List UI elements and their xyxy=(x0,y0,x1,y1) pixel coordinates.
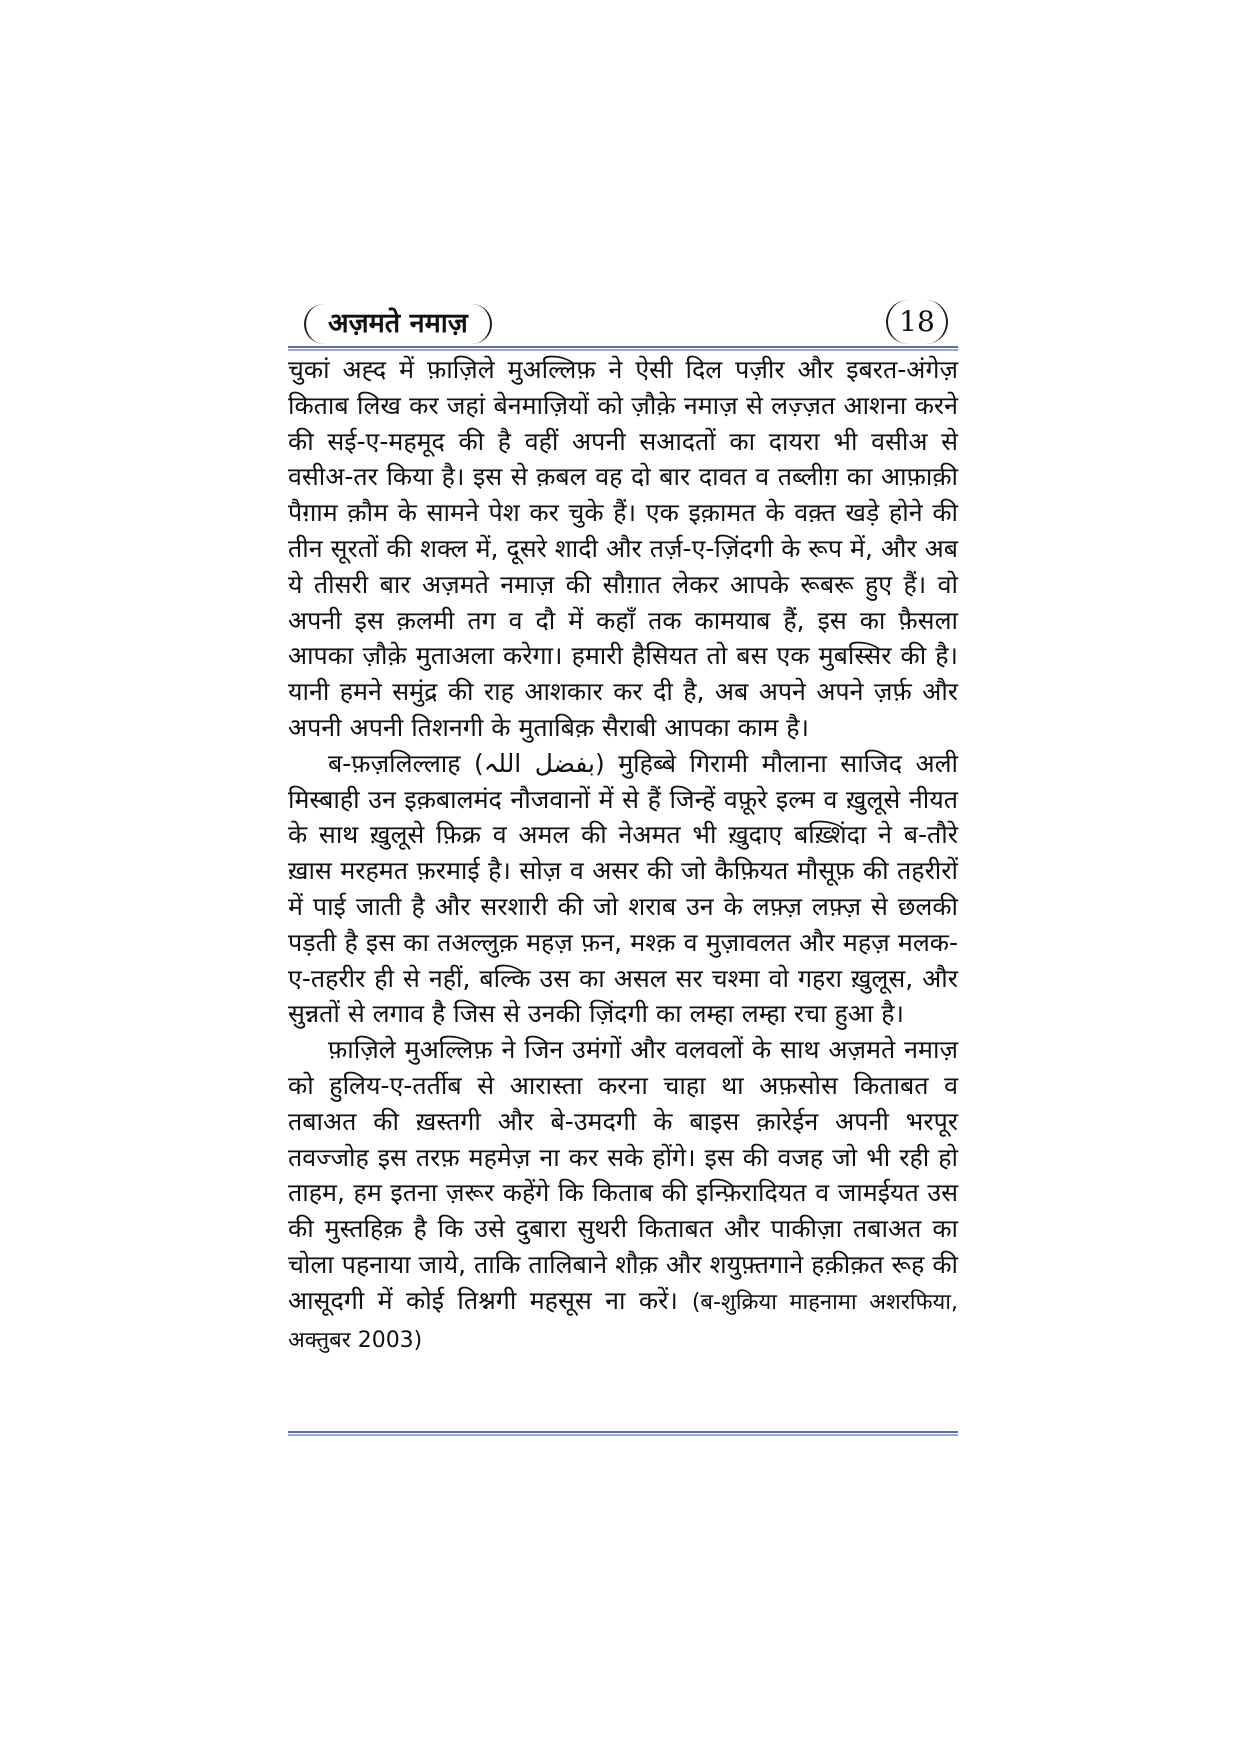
paragraph-2-rest: ) मुहिब्बे गिरामी मौलाना साजिद अली मिस्बाही उन इक़बालमंद नौजवानों में से हैं जिन्हें वफ़ूरे इल्म व ख़ुलूसे नीयत के साथ ख़ुलूसे फ़िक्र व अमल की नेअमत भी ख़ुदाए बख़्शिंदा ने ब-तौरे ख़ास मरहमत फ़रमाई है। सोज़ व असर की जो कैफ़ियत मौसूफ़ की तहरीरों में पाई जाती है और सरशारी की जो शराब उन के लफ़्ज़ लफ़्ज़ से छलकी पड़ती है इस का तअल्लुक़ महज़ फ़न, मश्क़ व मुज़ावलत और महज़ मलक-ए-तहरीर ही से नहीं, बल्कि उस का असल सर चश्मा वो गहरा ख़ुलूस, और सुन्नतों से लगाव है जिस से उनकी ज़िंदगी का लम्हा लम्हा रचा हुआ है। xyxy=(288,748,958,1029)
citation: (ब-शुक्रिया माहनामा अशरफिया, अक्तुबर 2003) xyxy=(288,1289,958,1353)
paragraph-3-text: फ़ाज़िले मुअल्लिफ़ ने जिन उमंगों और वलवलों के साथ अज़मते नमाज़ को हुलिय-ए-तर्तीब से आरास्ता करना चाहा था अफ़सोस किताबत व तबाअत की ख़स्तगी और बे-उमदगी के बाइस क़ारेईन अपनी भरपूर तवज्जोह इस तरफ़ महमेज़ ना कर सके होंगे। इस की वजह जो भी रही हो ताहम, हम इतना ज़रूर कहेंगे कि किताब की इन्फ़िरादियत व जामईयत उस की मुस्तहिक़ है कि उसे दुबारा सुथरी किताबत और पाकीज़ा तबाअत का चोला पहनाया जाये, ताकि तालिबाने शौक़ और शयुफ़्तगाने हक़ीक़त रूह की आसूदगी में कोई तिश्नगी महसूस ना करें। xyxy=(288,1035,958,1315)
paragraph-2 xyxy=(288,746,958,1032)
footer-rule xyxy=(288,1431,958,1436)
paragraph-2-start: ब-फ़ज़लिल्लाह ( xyxy=(328,748,484,778)
body-text xyxy=(288,352,958,1358)
paragraph-1: चुकां अह्द में फ़ाज़िले मुअल्लिफ़ ने ऐसी दिल पज़ीर और इबरत-अंगेज़ किताब लिख कर जहां बेनमाज़ियों को ज़ौक़े नमाज़ से लज़्ज़त आशना करने की सई-ए-महमूद की है वहीं अपनी सआदतों का दायरा भी वसीअ से वसीअ-तर किया है। इस से क़बल वह दो बार दावत व तब्लीग़ का आफ़ाक़ी पैग़ाम क़ौम के सामने पेश कर चुके हैं। एक इक़ामत के वक़्त खड़े होने की तीन सूरतों की शक्ल में, दूसरे शादी और तर्ज़-ए-ज़िंदगी के रूप में, और अब ये तीसरी बार अज़मते नमाज़ की सौग़ात लेकर आपके रूबरू हुए हैं। वो अपनी इस क़लमी तग व दौ में कहाँ तक कामयाब हैं, इस का फ़ैसला आपका ज़ौक़े मुताअला करेगा। हमारी हैसियत तो बस एक मुबस्सिर की है। यानी हमने समुंद्र की राह आशकार कर दी है, अब अपने अपने ज़र्फ़ और अपनी अपनी तिशनगी के मुताबिक़ सैराबी आपका काम है। xyxy=(288,355,958,742)
page-number: 18 xyxy=(886,300,948,344)
header-rule xyxy=(288,346,958,351)
paragraph-3 xyxy=(288,1032,958,1358)
arabic-phrase: بفضل اللہ xyxy=(483,748,595,778)
running-title: अज़मते नमाज़ xyxy=(304,304,492,344)
page-header xyxy=(288,300,958,348)
